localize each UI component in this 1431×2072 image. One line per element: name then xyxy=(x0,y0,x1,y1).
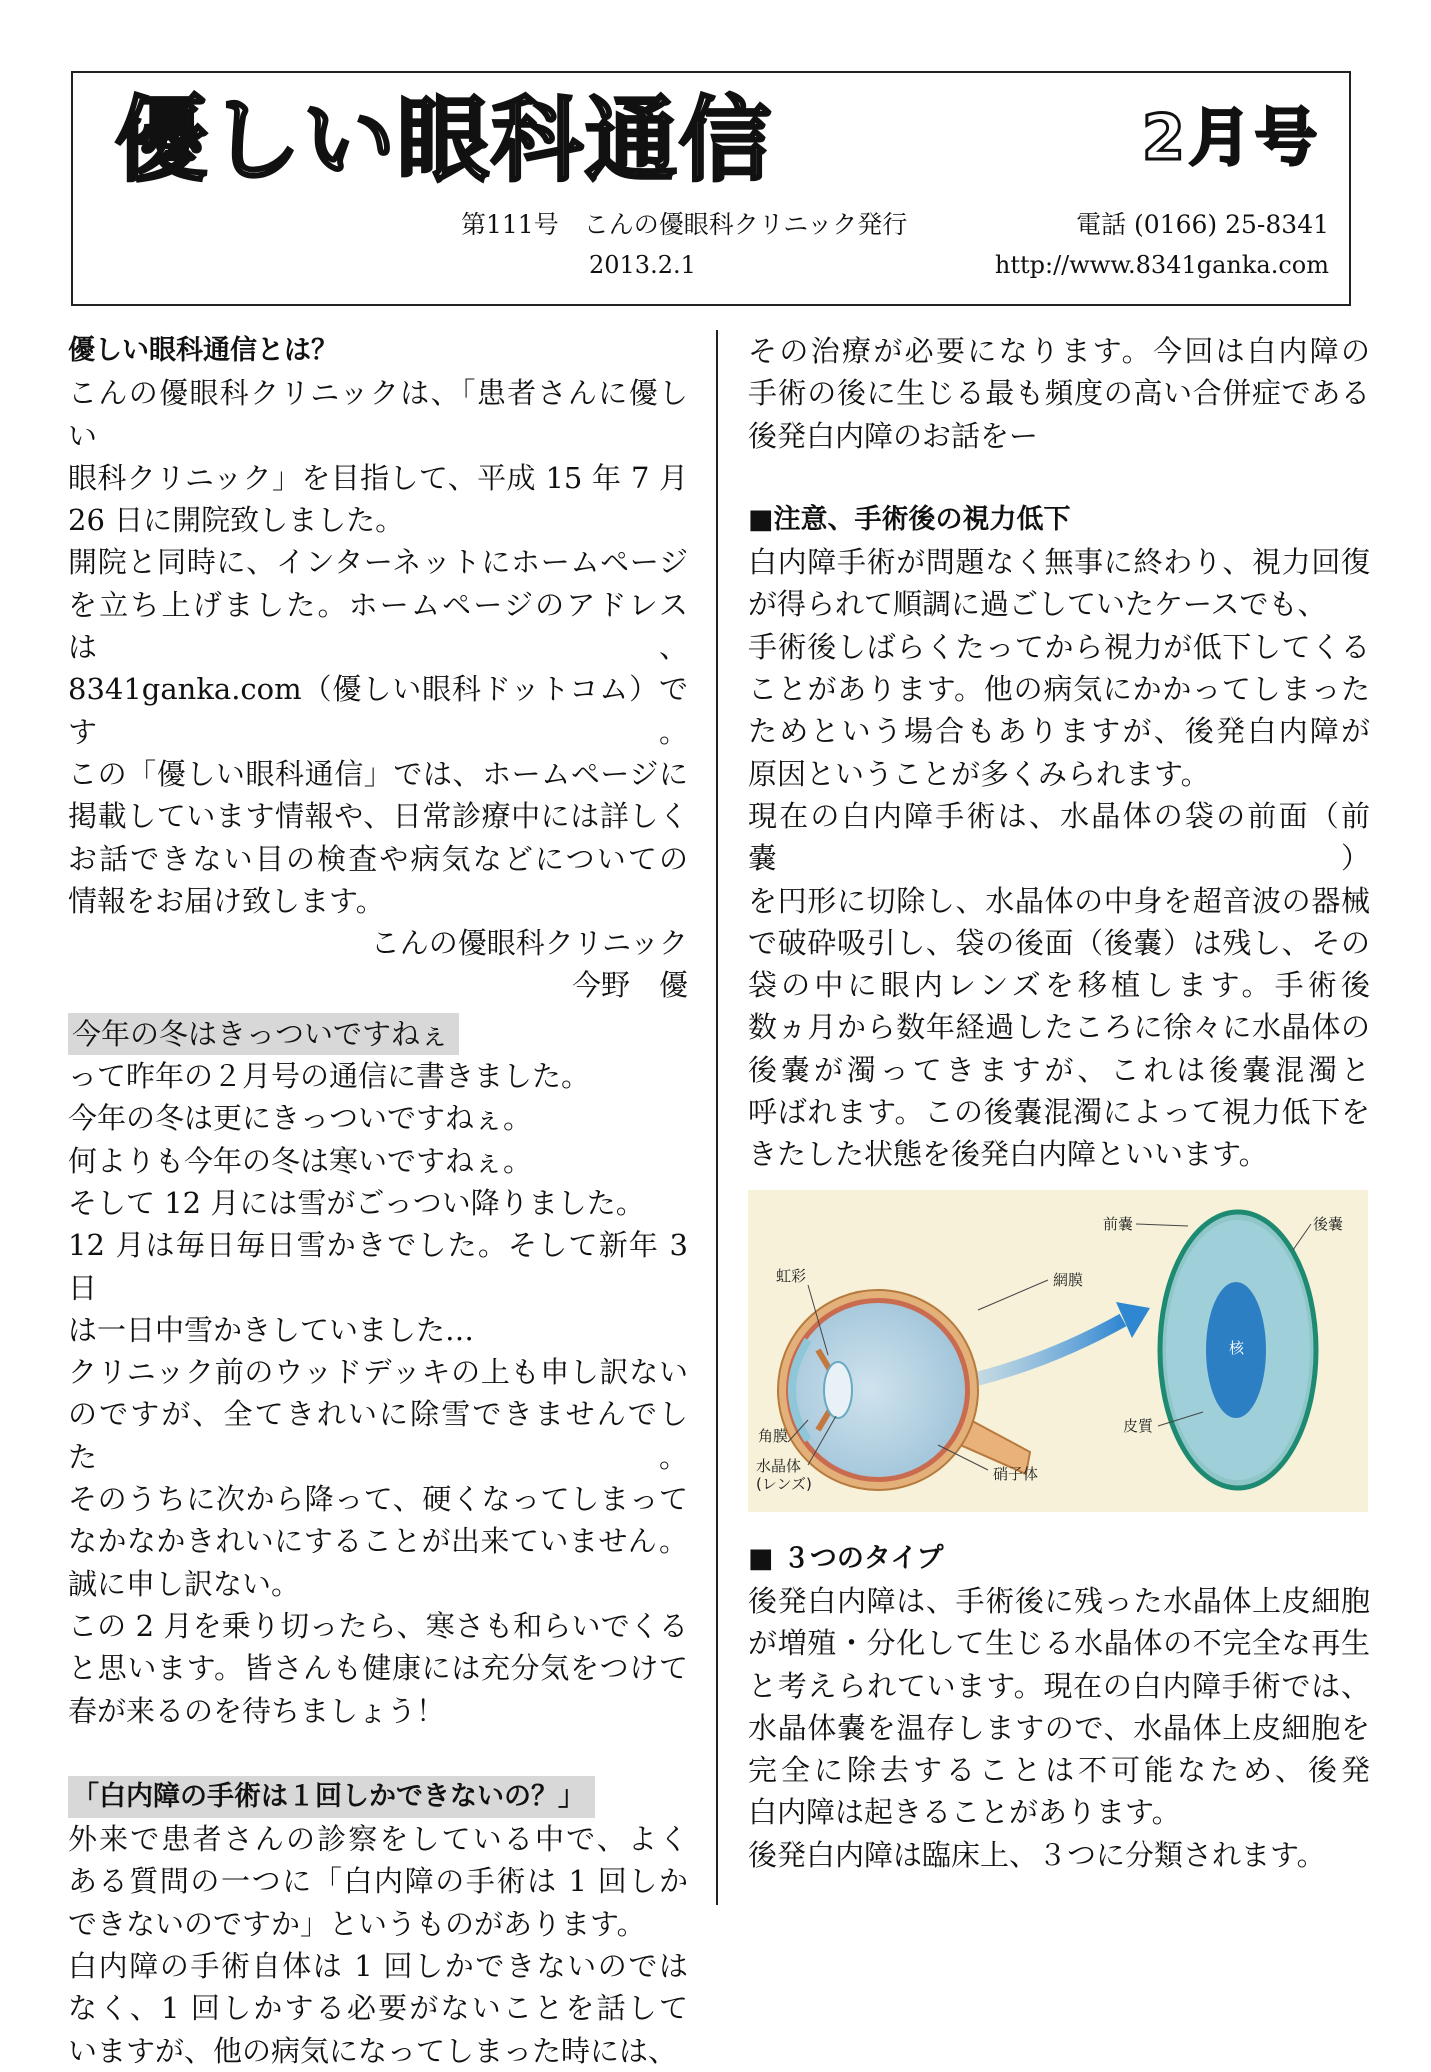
winter-line: 12 月は毎日毎日雪かきでした。そして新年 3 日 xyxy=(68,1228,688,1305)
intro-line: を立ち上げました。ホームページのアドレスは、 xyxy=(68,587,688,665)
label-vitreous: 硝子体 xyxy=(993,1464,1039,1483)
winter-line: と思います。皆さんも健康には充分気をつけて xyxy=(68,1651,688,1686)
label-iris: 虹彩 xyxy=(776,1266,807,1285)
attention-line: 袋の中に眼内レンズを移植します。手術後 xyxy=(748,968,1370,1003)
attention-line: で破砕吸引し、袋の後面（後嚢）は残し、その xyxy=(748,925,1370,960)
attention-line: ことがあります。他の病気にかかってしまった xyxy=(748,672,1370,707)
cataract-line: できないのですか」というものがあります。 xyxy=(68,1906,646,1941)
lens-shape xyxy=(824,1362,852,1418)
attention-line: 呼ばれます。この後嚢混濁によって視力低下を xyxy=(748,1095,1370,1130)
cataract-heading: 「白内障の手術は１回しかできないの？」 xyxy=(68,1776,595,1818)
eye-diagram xyxy=(748,1190,1368,1512)
cataract-line: いますが、他の病気になってしまった時には、 xyxy=(68,2033,678,2068)
continued-line: その治療が必要になります。今回は白内障の xyxy=(748,334,1370,368)
cataract-line: 白内障の手術自体は 1 回しかできないのでは xyxy=(68,1948,688,1983)
types-line: と考えられています。現在の白内障手術では、 xyxy=(748,1668,1370,1703)
cataract-line: 外来で患者さんの診察をしている中で、よく xyxy=(68,1822,688,1857)
label-cortex: 皮質 xyxy=(1123,1416,1154,1435)
attention-line: 数ヵ月から数年経過したころに徐々に水晶体の xyxy=(748,1010,1370,1045)
intro-line: こんの優眼科クリニックは、「患者さんに優しい xyxy=(68,376,688,453)
newsletter-title: 優しい眼科通信 xyxy=(115,87,774,194)
winter-line: そして 12 月には雪がごっつい降りました。 xyxy=(68,1185,645,1220)
attention-line: を円形に切除し、水晶体の中身を超音波の器械 xyxy=(748,883,1370,918)
winter-line: 誠に申し訳ない。 xyxy=(68,1566,301,1601)
winter-line: のですが、全てきれいに除雪できませんでした。 xyxy=(68,1397,688,1474)
clinic-url[interactable]: http://www.8341ganka.com xyxy=(994,251,1329,279)
types-line: 後発白内障は、手術後に残った水晶体上皮細胞 xyxy=(748,1583,1370,1618)
attention-line: 手術後しばらくたってから視力が低下してくる xyxy=(748,629,1370,664)
label-lens: 水晶体 xyxy=(756,1456,802,1475)
attention-line: が得られて順調に過ごしていたケースでも、 xyxy=(748,587,1327,622)
winter-line: は一日中雪かきしていました… xyxy=(68,1312,475,1347)
types-line: 後発白内障は臨床上、３つに分類されます。 xyxy=(748,1837,1326,1872)
intro-line: 掲載しています情報や、日常診療中には詳しく xyxy=(68,799,688,834)
signature-clinic: こんの優眼科クリニック xyxy=(370,926,688,961)
clinic-phone: 電話 (0166) 25-8341 xyxy=(1076,210,1329,239)
attention-heading: ■注意、手術後の視力低下 xyxy=(748,503,1071,535)
winter-heading: 今年の冬はきっついですねぇ xyxy=(68,1013,459,1055)
winter-line: 何よりも今年の冬は寒いですねぇ。 xyxy=(68,1143,533,1178)
winter-line: 春が来るのを待ちましょう！ xyxy=(68,1693,446,1728)
attention-line: 現在の白内障手術は、水晶体の袋の前面（前嚢） xyxy=(748,798,1370,876)
intro-line: この「優しい眼科通信」では、ホームページに xyxy=(68,756,688,791)
vitreous-body xyxy=(791,1303,965,1477)
issue-date: 2013.2.1 xyxy=(589,251,696,279)
left-column xyxy=(68,330,688,2072)
types-line: が増殖・分化して生じる水晶体の不完全な再生 xyxy=(748,1626,1370,1661)
continued-line: 手術の後に生じる最も頻度の高い合併症である xyxy=(748,376,1370,411)
issue-month: 2月号 xyxy=(1141,101,1321,174)
intro-line: 8341ganka.com（優しい眼科ドットコム）です。 xyxy=(68,672,688,749)
label-retina: 網膜 xyxy=(1053,1270,1084,1289)
label-anterior-capsule: 前嚢 xyxy=(1103,1214,1134,1233)
column-divider xyxy=(716,330,718,1905)
intro-heading: 優しい眼科通信とは？ xyxy=(68,335,338,366)
winter-line: って昨年の２月号の通信に書きました。 xyxy=(68,1059,591,1094)
winter-line: クリニック前のウッドデッキの上も申し訳ない xyxy=(68,1355,688,1390)
winter-line: 今年の冬は更にきっついですねぇ。 xyxy=(68,1101,533,1136)
attention-line: きたした状態を後発白内障といいます。 xyxy=(748,1137,1268,1172)
winter-line: そのうちに次から降って、硬くなってしまって xyxy=(68,1482,688,1517)
attention-line: 後嚢が濁ってきますが、これは後嚢混濁と xyxy=(748,1052,1370,1087)
winter-line: この 2 月を乗り切ったら、寒さも和らいでくる xyxy=(68,1608,688,1643)
issue-info: 第111号 こんの優眼科クリニック発行 xyxy=(461,210,908,239)
intro-line: 開院と同時に、インターネットにホームページ xyxy=(68,545,688,580)
intro-line: 情報をお届け致します。 xyxy=(68,883,385,918)
continued-line: 後発白内障のお話をー xyxy=(748,418,1039,453)
intro-line: お話できない目の検査や病気などについての xyxy=(68,841,688,876)
attention-line: 白内障手術が問題なく無事に終わり、視力回復 xyxy=(748,545,1370,580)
types-line: 白内障は起きることがあります。 xyxy=(748,1795,1181,1830)
right-column xyxy=(748,330,1370,1876)
signature-name: 今野 優 xyxy=(571,968,688,1003)
label-cornea: 角膜 xyxy=(758,1426,789,1445)
winter-line: なかなかきれいにすることが出来ていません。 xyxy=(68,1524,688,1559)
types-line: 完全に除去することは不可能なため、後発 xyxy=(748,1753,1370,1788)
label-lens-paren: (レンズ) xyxy=(756,1474,812,1493)
attention-line: ためという場合もありますが、後発白内障が xyxy=(748,714,1370,749)
intro-line: 眼科クリニック」を目指して、平成 15 年 7 月 xyxy=(68,460,688,495)
cataract-line: なく、1 回しかする必要がないことを話して xyxy=(68,1991,688,2026)
label-posterior-capsule: 後嚢 xyxy=(1313,1214,1344,1233)
label-nucleus: 核 xyxy=(1229,1338,1245,1357)
types-line: 水晶体嚢を温存しますので、水晶体上皮細胞を xyxy=(748,1710,1370,1745)
newsletter-header xyxy=(71,71,1351,306)
attention-line: 原因ということが多くみられます。 xyxy=(748,756,1210,791)
cataract-line: ある質問の一つに「白内障の手術は 1 回しか xyxy=(68,1864,688,1899)
types-heading: ■ ３つのタイプ xyxy=(748,1542,944,1574)
eye-diagram-svg xyxy=(748,1190,1368,1512)
intro-line: 26 日に開院致しました。 xyxy=(68,503,405,538)
